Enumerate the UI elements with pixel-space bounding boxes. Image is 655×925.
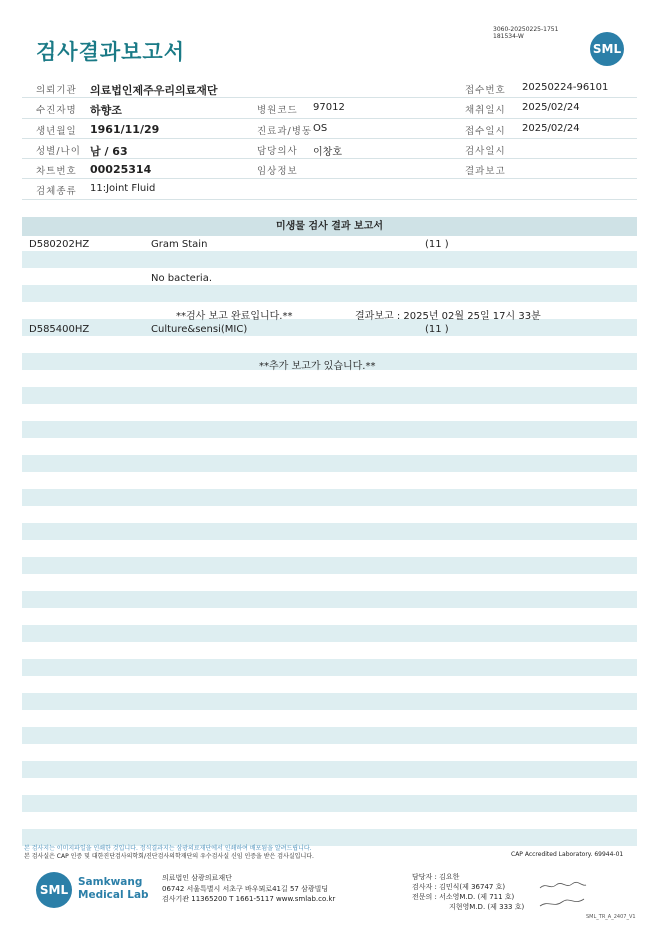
additional-report-message: **추가 보고가 있습니다.** xyxy=(259,361,376,372)
info-label: 검체종류 xyxy=(36,186,77,198)
info-value: 이창호 xyxy=(313,146,342,158)
document-code-line: 181534-W xyxy=(493,33,524,40)
info-label: 진료과/병동 xyxy=(257,125,313,137)
document-code xyxy=(493,26,558,40)
form-number: SML_TR_A_2407_V1 xyxy=(586,914,636,920)
table-row-stripe xyxy=(22,404,637,421)
lab-address xyxy=(162,873,335,905)
table-row-stripe xyxy=(22,234,637,251)
table-row-stripe xyxy=(22,251,637,268)
info-value: 의료법인제주우리의료재단 xyxy=(90,84,218,97)
info-row xyxy=(22,179,637,199)
info-value: OS xyxy=(313,122,328,134)
test-count: (11 ) xyxy=(425,239,449,250)
signature-icon xyxy=(538,896,588,910)
info-value: 97012 xyxy=(313,102,345,114)
table-row-stripe xyxy=(22,642,637,659)
staff-line: 전문의 : 서소영M.D. (제 711 호) xyxy=(412,893,515,901)
cap-accreditation: CAP Accredited Laboratory. 69944-01 xyxy=(511,851,624,858)
table-row-stripe xyxy=(22,523,637,540)
info-label: 결과보고 xyxy=(465,166,506,178)
table-row-stripe xyxy=(22,761,637,778)
sml-logo-icon: SML xyxy=(590,32,624,66)
patient-info-table xyxy=(22,78,637,200)
table-row-stripe xyxy=(22,489,637,506)
table-row-stripe xyxy=(22,557,637,574)
table-row-stripe xyxy=(22,421,637,438)
info-label: 생년월일 xyxy=(36,125,77,137)
sml-footer-logo-icon: SML xyxy=(36,872,72,908)
info-value: 남 / 63 xyxy=(90,144,128,158)
brand-line: Medical Lab xyxy=(78,889,149,901)
page-title: 검사결과보고서 xyxy=(36,40,186,64)
result-table-background xyxy=(22,217,637,846)
document-code-line: 3060-20250225-1751 xyxy=(493,26,559,33)
table-row-stripe xyxy=(22,659,637,676)
staff-line: 지현영M.D. (제 333 호) xyxy=(449,903,525,911)
table-row-stripe xyxy=(22,285,637,302)
address-line: 06742 서울특별시 서초구 바우뫼로41길 57 삼광빌딩 xyxy=(162,884,329,893)
footer-certification: 본 검사실은 CAP 인증 및 대한진단검사의학회/진단검사의학재단의 우수검사실 신임 인증을 받은 검사실입니다. xyxy=(24,853,314,860)
table-row-stripe xyxy=(22,591,637,608)
test-code: D585400HZ xyxy=(29,324,90,335)
info-row xyxy=(22,119,637,139)
result-section-title: 미생물 검사 결과 보고서 xyxy=(22,217,637,236)
test-name: Gram Stain xyxy=(151,239,208,250)
table-row-stripe xyxy=(22,744,637,761)
info-value: 하향조 xyxy=(90,104,122,118)
info-label: 검사일시 xyxy=(465,145,506,157)
table-row-stripe xyxy=(22,387,637,404)
table-row-stripe xyxy=(22,370,637,387)
info-label: 접수번호 xyxy=(465,85,506,96)
info-row xyxy=(22,78,637,98)
complete-message: **검사 보고 완료입니다.** xyxy=(176,311,293,322)
info-label: 의뢰기관 xyxy=(36,85,77,96)
info-row xyxy=(22,139,637,159)
info-value: 11:Joint Fluid xyxy=(90,183,156,195)
table-row-stripe xyxy=(22,778,637,795)
table-row-stripe xyxy=(22,693,637,710)
info-label: 병원코드 xyxy=(257,105,298,117)
table-row-stripe xyxy=(22,710,637,727)
info-row xyxy=(22,159,637,179)
staff-line: 담당자 : 김요한 xyxy=(412,873,460,881)
info-label: 채취일시 xyxy=(465,105,506,117)
staff-list xyxy=(412,872,524,912)
info-label: 접수일시 xyxy=(465,125,506,137)
info-value: 2025/02/24 xyxy=(522,122,580,134)
test-result: No bacteria. xyxy=(151,273,213,284)
brand-name xyxy=(78,876,149,902)
table-row-stripe xyxy=(22,302,637,319)
table-row-stripe xyxy=(22,812,637,829)
address-line: 검사기관 11365200 T 1661-5117 www.smlab.co.kr xyxy=(162,895,336,903)
table-row-stripe xyxy=(22,472,637,489)
info-value: 1961/11/29 xyxy=(90,122,160,136)
table-row-stripe xyxy=(22,319,637,336)
table-row-stripe xyxy=(22,438,637,455)
test-count: (11 ) xyxy=(425,324,449,335)
table-row-stripe xyxy=(22,608,637,625)
info-value: 2025/02/24 xyxy=(522,102,580,114)
brand-line: Samkwang xyxy=(78,876,143,888)
table-row-stripe xyxy=(22,540,637,557)
info-label: 담당의사 xyxy=(257,145,298,157)
address-line: 의료법인 삼광의료재단 xyxy=(162,874,232,882)
test-code: D580202HZ xyxy=(29,239,90,250)
table-row-stripe xyxy=(22,574,637,591)
table-row-stripe xyxy=(22,625,637,642)
info-row xyxy=(22,98,637,118)
info-label: 임상정보 xyxy=(257,166,298,178)
info-label: 차트번호 xyxy=(36,166,77,178)
staff-line: 검사자 : 김민식(제 36747 호) xyxy=(412,883,506,891)
table-row-stripe xyxy=(22,676,637,693)
table-row-stripe xyxy=(22,506,637,523)
report-time: 결과보고 : 2025년 02월 25일 17시 33분 xyxy=(355,311,541,322)
test-name: Culture&sensi(MIC) xyxy=(151,324,248,335)
table-row-stripe xyxy=(22,336,637,353)
footer-notice: 본 검사지는 이미지파일을 인쇄한 것입니다. 정식결과지는 삼광의료재단에서 인쇄하여 배포됨을 알려드립니다. xyxy=(24,845,312,852)
info-label: 성별/나이 xyxy=(36,145,81,157)
info-label: 수진자명 xyxy=(36,105,77,117)
table-row-stripe xyxy=(22,268,637,285)
info-value: 20250224-96101 xyxy=(522,82,609,93)
signature-icon xyxy=(538,880,588,892)
info-value: 00025314 xyxy=(90,163,152,177)
table-row-stripe xyxy=(22,795,637,812)
table-row-stripe xyxy=(22,455,637,472)
table-row-stripe xyxy=(22,727,637,744)
